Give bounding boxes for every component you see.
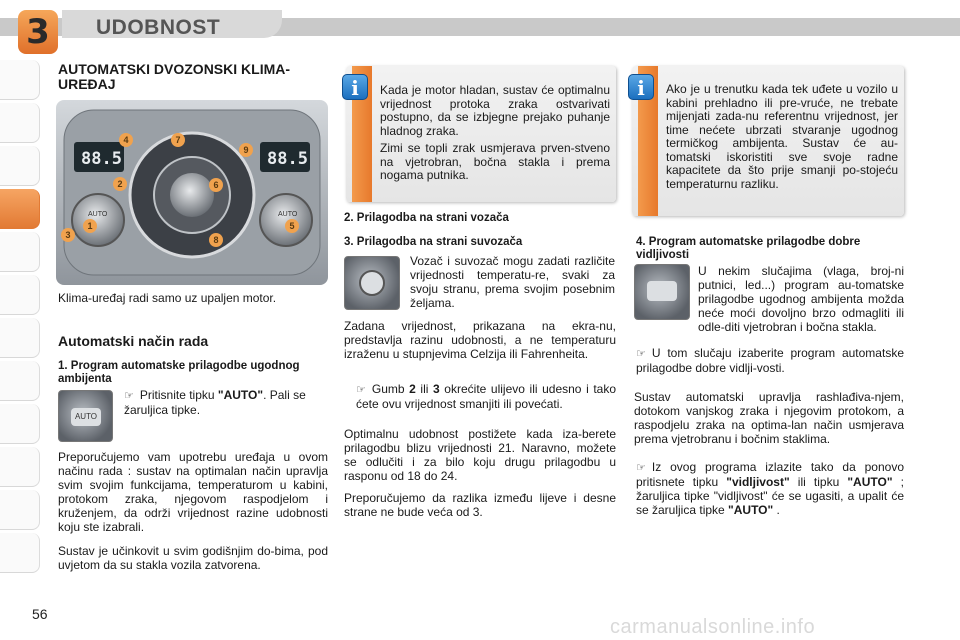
side-tab[interactable] <box>0 404 40 444</box>
visibility-button-image <box>634 264 690 320</box>
optimal-text: Optimalnu udobnost postižete kada iza-berete prilagodbu blizu vrijednosti 21. Naravno, možete se odlučiti i za bilo koju drugu prilagodbu u rasponu od 18 do 24. <box>344 427 616 483</box>
callout-label-3: 3 <box>65 230 71 240</box>
info-icon: i <box>342 74 368 100</box>
callout-label-8: 8 <box>213 235 219 245</box>
side-tab[interactable] <box>0 146 40 186</box>
auto-button-image <box>58 390 113 442</box>
info-temperature-text: Ako je u trenutku kada tek uđete u vozilo u kabini prehladno ili pre-vruće, ne trebate mijenjati zada-nu referentnu vrijednost, jer time nećete ubrzati stvaranje ugodnog termičkog ambijenta. Sustav će au-tomatski iskoristiti sve svoje radne kapacitete da što prije smanji po-stojeću temperaturnu razliku. <box>666 82 898 191</box>
recommend-paragraph: Preporučujemo vam upotrebu uređaja u ovom načinu rada : sustav na optimalan način upravlja svim svojim funkcijama, temperaturom u kabini, protokom zraka, njegovom raspodjelom i kruženjem, da održi vrijednost razine udobnosti koju ste izabrali. <box>58 450 328 534</box>
chapter-badge: 3 <box>18 10 58 54</box>
side-chapter-tabs <box>0 60 46 576</box>
page-number: 56 <box>32 606 48 622</box>
side-tab[interactable] <box>0 103 40 143</box>
side-tab[interactable] <box>0 533 40 573</box>
side-tab[interactable] <box>0 361 40 401</box>
setpoint-text: Zadana vrijednost, prikazana na ekra-nu, predstavlja razinu udobnosti, a ne temperaturu izraženu u stupnjevima Celzija ili Fahrenheita. <box>344 319 616 361</box>
panel-caption: Klima-uređaj radi samo uz upaljen motor. <box>58 291 277 305</box>
side-tab[interactable] <box>0 275 40 315</box>
callout-label-6: 6 <box>213 180 219 190</box>
bullet-icon: ☞ <box>636 347 646 360</box>
driver-side-title: 2. Prilagodba na strani vozača <box>344 212 509 224</box>
passenger-side-title: 3. Prilagodba na strani suvozača <box>344 236 523 248</box>
side-tab[interactable] <box>0 318 40 358</box>
info-box-cold-engine <box>346 66 616 202</box>
info-icon: i <box>628 74 654 100</box>
page-title: UDOBNOST <box>96 16 221 39</box>
info-winter-text: Zimi se topli zrak usmjerava prven-stveno na vjetrobran, bočna stakla i prema nogama putnika. <box>380 141 610 182</box>
adjust-text: Vozač i suvozač mogu zadati različite vrijednosti temperatu-re, svaki za svoju stranu, prema svojim posebnim željama. <box>410 254 615 310</box>
section-heading: AUTOMATSKI DVOZONSKI KLIMA-UREĐAJ <box>58 61 291 92</box>
bullet-icon: ☞ <box>356 383 366 396</box>
temperature-knob-image <box>344 256 400 310</box>
program-4-title: 4. Program automatske prilagodbe dobre vidljivosti <box>636 236 861 261</box>
auto-button-label: AUTO <box>71 408 101 426</box>
callout-label-7: 7 <box>175 135 181 145</box>
exit-instruction: ☞ Iz ovog programa izlazite tako da ponovo pritisnete tipku "vidljivost" ili tipku "AUTO" ; žaruljica tipke "vidljivost" će se ugasiti, a upalit će se žaruljica tipke "AUTO" . <box>636 460 904 517</box>
knob-instruction: ☞ Gumb 2 ili 3 okrećite ulijevo ili udesno i tako ćete ovu vrijednost smanjiti ili povećati. <box>356 382 617 411</box>
program-1-instruction: ☞ Pritisnite tipku "AUTO". Pali se žaruljica tipke. <box>124 388 306 417</box>
callout-label-9: 9 <box>243 145 249 155</box>
bullet-icon: ☞ <box>636 461 646 474</box>
system-text: Sustav automatski upravlja rashlađiva-njem, dotokom vanjskog zraka i njegovim protokom, a raspodjelu zraka na optima-lan način usmjerava prema vjetrobranu i bočnim staklima. <box>634 390 904 446</box>
callout-label-4: 4 <box>123 135 129 145</box>
info-box-temperature <box>632 66 904 216</box>
program-4-text: U nekim slučajima (vlaga, broj-ni putnici, led...) program au-tomatske prilagodbe ugodnog ambijenta možda neće moći dovoljno brzo odmagliti ili odle-diti vjetrobran i bočna stakla. <box>698 264 904 334</box>
callout-label-1: 1 <box>87 221 93 231</box>
watermark: carmanualsonline.info <box>610 616 816 638</box>
bullet-icon: ☞ <box>124 389 134 402</box>
season-paragraph: Sustav je učinkovit u svim godišnjim do-bima, pod uvjetom da su stakla vozila zatvorena. <box>58 544 328 572</box>
callout-label-2: 2 <box>117 179 123 189</box>
side-tab[interactable] <box>0 60 40 100</box>
callout-label-5: 5 <box>289 221 295 231</box>
side-tab[interactable] <box>0 447 40 487</box>
info-cold-engine-text: Kada je motor hladan, sustav će optimalnu vrijednost protoka zraka ostvarivati postupno, da se izbjegne prejako puhanje hladnog zraka. <box>380 83 610 138</box>
side-tab[interactable] <box>0 490 40 530</box>
right-auto-label: AUTO <box>278 211 298 218</box>
right-temperature-display: 88.5 <box>267 149 308 169</box>
knob-icon <box>359 270 385 296</box>
side-tab[interactable] <box>0 232 40 272</box>
section-title: Automatski način rada <box>58 333 209 349</box>
visibility-instruction: ☞ U tom slučaju izaberite program automatske prilagodbe dobre vidlji-vosti. <box>636 346 904 375</box>
side-tab-active[interactable] <box>0 189 40 229</box>
windscreen-icon <box>647 281 677 301</box>
left-temperature-display: 88.5 <box>81 149 122 169</box>
difference-text: Preporučujemo da razlika između lijeve i desne strane ne bude veća od 3. <box>344 491 616 519</box>
climate-control-panel <box>56 100 328 285</box>
program-1-title: 1. Program automatske prilagodbe ugodnog ambijenta <box>58 360 300 385</box>
left-auto-label: AUTO <box>88 211 108 218</box>
